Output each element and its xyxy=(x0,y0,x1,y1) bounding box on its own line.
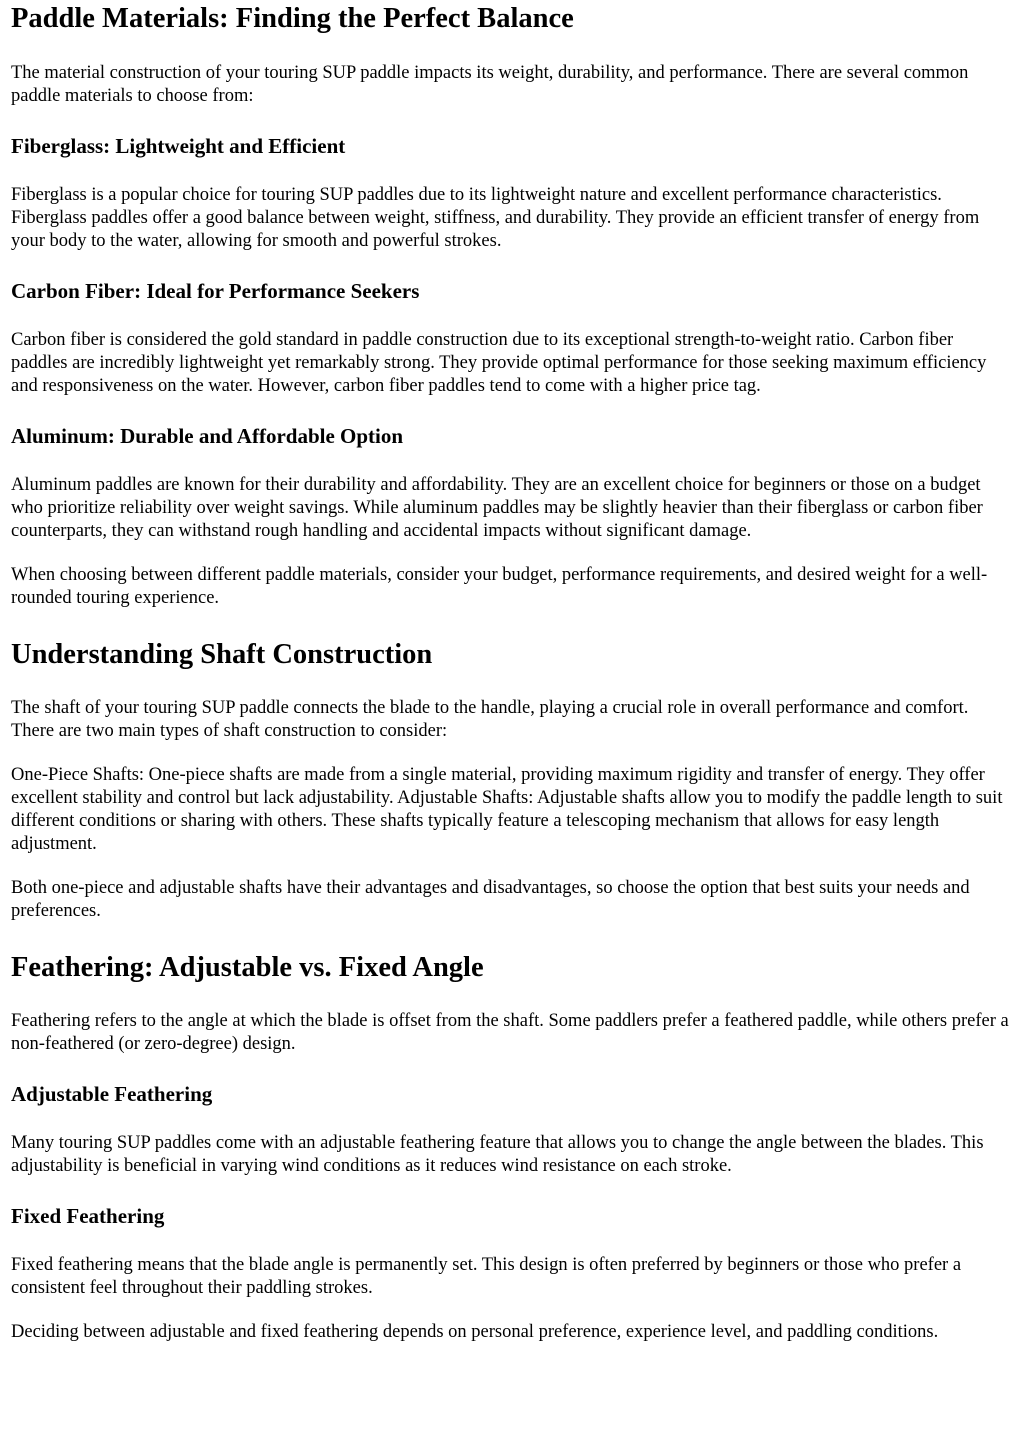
subheading-carbon-fiber: Carbon Fiber: Ideal for Performance Seekers xyxy=(11,279,420,303)
section-heading-paddle-materials: Paddle Materials: Finding the Perfect Balance xyxy=(11,3,574,34)
subheading-adjustable-feathering: Adjustable Feathering xyxy=(11,1082,213,1106)
subheading-aluminum: Aluminum: Durable and Affordable Option xyxy=(11,424,404,448)
paragraph-shaft-intro: The shaft of your touring SUP paddle connects the blade to the handle, playing a crucial role in overall performance and comfort. There are two main types of shaft construction to consider: xyxy=(11,698,969,741)
paragraph-fiberglass: Fiberglass is a popular choice for touring SUP paddles due to its lightweight nature and excellent performance characteristics. Fiberglass paddles offer a good balance between weight, stiffness, and durability. They provide an efficient transfer of energy from your body to the water, allowing for smooth and powerful strokes. xyxy=(11,185,980,251)
paragraph-feathering-intro: Feathering refers to the angle at which the blade is offset from the shaft. Some paddlers prefer a feathered paddle, while others prefer a non-feathered (or zero-degree) design. xyxy=(11,1011,1009,1054)
paragraph-carbon-fiber: Carbon fiber is considered the gold standard in paddle construction due to its exceptional strength-to-weight ratio. Carbon fiber paddles are incredibly lightweight yet remarkably strong. They provide optimal performance for those seeking maximum efficiency and responsiveness on the water. However, carbon fiber paddles tend to come with a higher price tag. xyxy=(11,330,987,396)
paragraph-shaft-closing: Both one-piece and adjustable shafts have their advantages and disadvantages, so choose the option that best suits your needs and preferences. xyxy=(11,878,970,921)
subheading-fixed-feathering: Fixed Feathering xyxy=(11,1204,165,1228)
paragraph-adjustable-feathering: Many touring SUP paddles come with an adjustable feathering feature that allows you to change the angle between the blades. This adjustability is beneficial in varying wind conditions as it reduces wind resistance on each stroke. xyxy=(11,1133,984,1176)
paragraph-materials-intro: The material construction of your touring SUP paddle impacts its weight, durability, and performance. There are several common paddle materials to choose from: xyxy=(11,63,969,106)
paragraph-materials-closing: When choosing between different paddle materials, consider your budget, performance requirements, and desired weight for a well-rounded touring experience. xyxy=(11,565,988,608)
subheading-fiberglass: Fiberglass: Lightweight and Efficient xyxy=(11,134,346,158)
section-heading-shaft-construction: Understanding Shaft Construction xyxy=(11,639,433,670)
paragraph-feathering-closing: Deciding between adjustable and fixed feathering depends on personal preference, experience level, and paddling conditions. xyxy=(11,1322,939,1342)
paragraph-aluminum: Aluminum paddles are known for their durability and affordability. They are an excellent choice for beginners or those on a budget who prioritize reliability over weight savings. While aluminum paddles may be slightly heavier than their fiberglass or carbon fiber counterparts, they can withstand rough handling and accidental impacts without significant damage. xyxy=(11,475,983,541)
paragraph-fixed-feathering: Fixed feathering means that the blade angle is permanently set. This design is often preferred by beginners or those who prefer a consistent feel throughout their paddling strokes. xyxy=(11,1255,962,1298)
paragraph-shaft-types: One-Piece Shafts: One-piece shafts are made from a single material, providing maximum rigidity and transfer of energy. They offer excellent stability and control but lack adjustability. Adjustable Shafts: Adjustable shafts allow you to modify the paddle length to suit different conditions or sharing with others. These shafts typically feature a telescoping mechanism that allows for easy length adjustment. xyxy=(11,765,1003,854)
section-heading-feathering: Feathering: Adjustable vs. Fixed Angle xyxy=(11,952,484,983)
